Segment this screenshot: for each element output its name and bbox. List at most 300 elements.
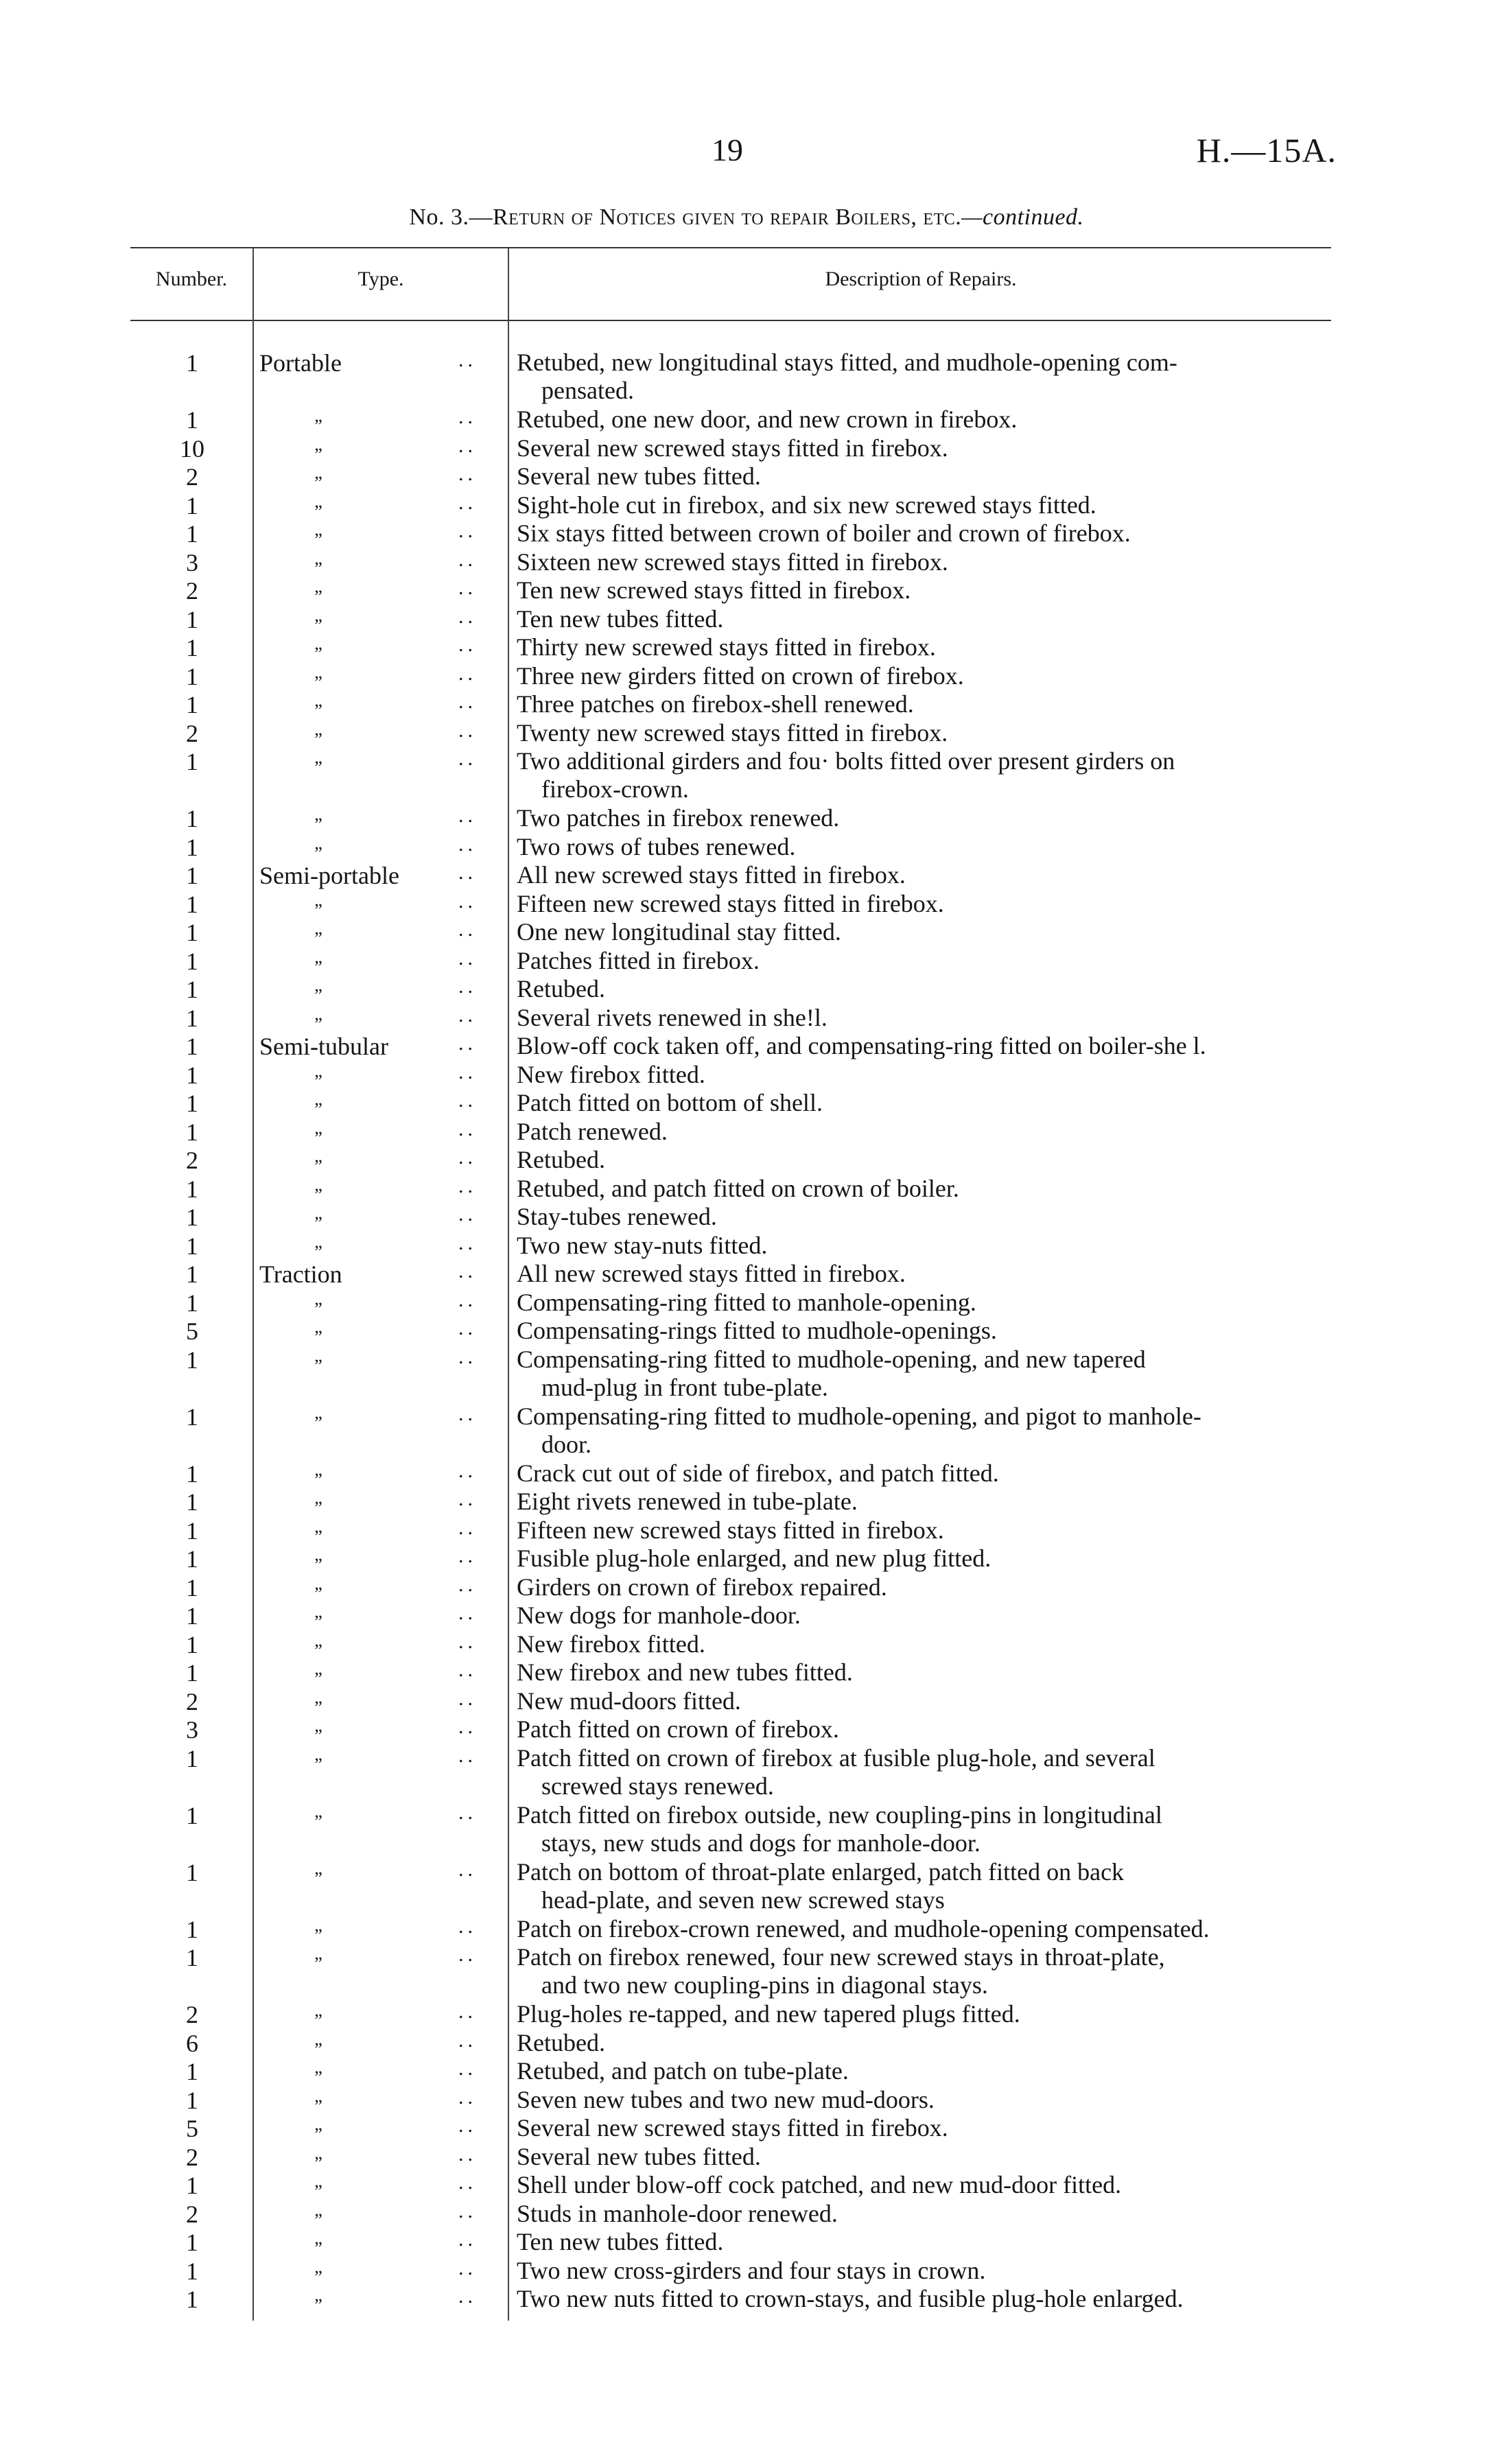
row-number: 1 xyxy=(186,976,198,1003)
table-row xyxy=(0,434,1491,463)
row-leader-dots: .. xyxy=(458,1687,477,1710)
description-line: Several new tubes fitted. xyxy=(517,2142,761,2170)
table-row xyxy=(0,918,1491,947)
table-row xyxy=(0,1203,1491,1232)
column-header-number: Number. xyxy=(155,268,228,290)
table-row xyxy=(0,804,1491,833)
row-number: 1 xyxy=(186,605,198,633)
row-number: 1 xyxy=(186,1090,198,1117)
row-type: „ xyxy=(314,2285,324,2305)
table-row xyxy=(0,1744,1491,1801)
description-line: Twenty new screwed stays fitted in firebox. xyxy=(517,718,948,747)
table-row xyxy=(0,890,1491,919)
row-number: 1 xyxy=(186,1915,198,1943)
table-row xyxy=(0,1232,1491,1260)
description-line: Two additional girders and fou· bolts fitted over present girders on xyxy=(517,747,1175,775)
description-line: Sight-hole cut in firebox, and six new screwed stays fitted. xyxy=(517,491,1096,519)
description-line: Patch fitted on firebox outside, new coupling-pins in longitudinal xyxy=(517,1800,1162,1829)
description-line: Retubed. xyxy=(517,2028,605,2056)
description-line: New dogs for manhole-door. xyxy=(517,1601,801,1629)
row-leader-dots: .. xyxy=(458,1488,477,1510)
column-header-type: Type. xyxy=(357,268,404,290)
description-line: firebox-crown. xyxy=(541,775,689,803)
row-leader-dots: .. xyxy=(458,434,477,457)
row-number: 1 xyxy=(186,634,198,661)
row-type: „ xyxy=(314,1089,324,1109)
row-leader-dots: .. xyxy=(458,661,477,685)
description-line: Girders on crown of firebox repaired. xyxy=(517,1573,887,1601)
row-description xyxy=(517,2114,1335,2142)
description-line: One new longitudinal stay fitted. xyxy=(517,918,841,946)
row-leader-dots: .. xyxy=(458,2199,477,2222)
description-line: Plug-holes re-tapped, and new tapered plugs fitted. xyxy=(517,2000,1020,2028)
row-type: „ xyxy=(314,1857,324,1878)
row-description xyxy=(517,1488,1335,1516)
row-description xyxy=(517,1915,1335,1943)
row-description xyxy=(517,2143,1335,2171)
description-line: screwed stays renewed. xyxy=(541,1772,774,1800)
table-row xyxy=(0,662,1491,691)
row-leader-dots: .. xyxy=(458,605,477,628)
row-description xyxy=(517,1573,1335,1601)
table-row xyxy=(0,2086,1491,2115)
table-row xyxy=(0,406,1491,434)
row-number: 2 xyxy=(186,2001,198,2028)
row-leader-dots: .. xyxy=(458,2285,477,2308)
row-leader-dots: .. xyxy=(458,2114,477,2137)
row-number: 1 xyxy=(186,947,198,975)
row-number: 1 xyxy=(186,1204,198,1231)
row-number: 1 xyxy=(186,1630,198,1658)
row-leader-dots: .. xyxy=(458,1288,477,1311)
table-row xyxy=(0,1459,1491,1488)
table-row xyxy=(0,1175,1491,1204)
row-description xyxy=(517,1516,1335,1545)
row-description xyxy=(517,975,1335,1003)
table-row xyxy=(0,690,1491,719)
row-description xyxy=(517,1175,1335,1203)
row-number: 1 xyxy=(186,1232,198,1260)
row-description xyxy=(517,633,1335,661)
row-number: 1 xyxy=(186,1118,198,1146)
description-line: Compensating-ring fitted to mudhole-opening, and new tapered xyxy=(517,1345,1146,1373)
table-row xyxy=(0,947,1491,976)
row-number: 1 xyxy=(186,805,198,832)
row-number: 1 xyxy=(186,1858,198,1886)
description-line: Patch on bottom of throat-plate enlarged, patch fitted on back xyxy=(517,1857,1125,1886)
row-type: „ xyxy=(314,1345,324,1365)
row-type: „ xyxy=(314,1288,324,1309)
description-line: Retubed. xyxy=(517,1146,605,1173)
row-leader-dots: .. xyxy=(458,918,477,941)
table-row xyxy=(0,633,1491,662)
table-row xyxy=(0,1601,1491,1630)
row-type: „ xyxy=(314,690,324,710)
table-row xyxy=(0,1630,1491,1659)
row-description xyxy=(517,576,1335,605)
row-description xyxy=(517,1630,1335,1658)
row-type: „ xyxy=(314,975,324,995)
row-description xyxy=(517,1744,1335,1800)
description-line: Fusible plug-hole enlarged, and new plug fitted. xyxy=(517,1545,991,1572)
row-leader-dots: .. xyxy=(458,2028,477,2052)
row-leader-dots: .. xyxy=(458,406,477,428)
row-number: 1 xyxy=(186,862,198,889)
row-number: 1 xyxy=(186,2058,198,2085)
row-leader-dots: .. xyxy=(458,1459,477,1482)
description-line: pensated. xyxy=(541,377,634,404)
row-leader-dots: .. xyxy=(458,1402,477,1425)
row-type: „ xyxy=(314,1146,324,1166)
row-leader-dots: .. xyxy=(458,861,477,884)
row-number: 1 xyxy=(186,1516,198,1545)
table-row xyxy=(0,2057,1491,2086)
row-number: 1 xyxy=(186,1033,198,1060)
description-line: Compensating-ring fitted to mudhole-opening, and pigot to manhole- xyxy=(517,1402,1201,1430)
row-description xyxy=(517,1118,1335,1146)
row-leader-dots: .. xyxy=(458,1601,477,1624)
row-leader-dots: .. xyxy=(458,2142,477,2166)
row-type: „ xyxy=(314,1658,324,1678)
row-number: 1 xyxy=(186,2286,198,2313)
table-row xyxy=(0,833,1491,862)
row-type: „ xyxy=(314,2114,324,2134)
row-description xyxy=(517,349,1335,405)
row-description xyxy=(517,491,1335,519)
row-number: 1 xyxy=(186,919,198,946)
row-leader-dots: .. xyxy=(458,889,477,913)
table-row xyxy=(0,1403,1491,1459)
row-type: „ xyxy=(314,2171,324,2191)
row-leader-dots: .. xyxy=(458,1744,477,1767)
description-line: Compensating-ring fitted to manhole-opening. xyxy=(517,1288,976,1316)
row-leader-dots: .. xyxy=(458,1914,477,1938)
row-leader-dots: .. xyxy=(458,1573,477,1596)
row-number: 2 xyxy=(186,463,198,491)
description-line: Retubed, and patch on tube-plate. xyxy=(517,2057,849,2085)
row-type: Portable xyxy=(259,349,342,377)
row-description xyxy=(517,1858,1335,1914)
table-row xyxy=(0,576,1491,605)
row-number: 1 xyxy=(186,406,198,434)
row-type: „ xyxy=(314,1630,324,1650)
row-type: „ xyxy=(314,576,324,596)
row-description xyxy=(517,1146,1335,1174)
description-line: Patch fitted on bottom of shell. xyxy=(517,1089,823,1116)
row-type: „ xyxy=(314,1715,324,1735)
table-row xyxy=(0,548,1491,577)
description-line: Patch renewed. xyxy=(517,1117,668,1145)
row-type: „ xyxy=(314,1003,324,1024)
row-type: „ xyxy=(314,1459,324,1479)
row-leader-dots: .. xyxy=(458,804,477,827)
table-row xyxy=(0,2171,1491,2200)
table-row xyxy=(0,1146,1491,1175)
table-row xyxy=(0,747,1491,804)
row-number: 1 xyxy=(186,349,198,377)
row-leader-dots: .. xyxy=(458,349,477,371)
description-line: Several new screwed stays fitted in firebox. xyxy=(517,2114,948,2142)
table-row xyxy=(0,1687,1491,1716)
table-row xyxy=(0,1488,1491,1516)
row-description xyxy=(517,1943,1335,1999)
row-number: 1 xyxy=(186,1488,198,1516)
row-type: „ xyxy=(314,1117,324,1138)
description-line: and two new coupling-pins in diagonal stays. xyxy=(541,1971,988,1999)
row-number: 2 xyxy=(186,1687,198,1715)
description-line: Three patches on firebox-shell renewed. xyxy=(517,690,914,718)
description-line: Fifteen new screwed stays fitted in firebox. xyxy=(517,889,944,917)
row-description xyxy=(517,747,1335,803)
row-number: 1 xyxy=(186,491,198,519)
header-top-rule xyxy=(130,247,1331,248)
row-description xyxy=(517,719,1335,747)
description-line: stays, new studs and dogs for manhole-door. xyxy=(541,1829,981,1857)
row-number: 1 xyxy=(186,520,198,548)
row-description xyxy=(517,1403,1335,1459)
row-number: 1 xyxy=(186,2172,198,2199)
document-reference: H.—15A. xyxy=(1196,131,1337,169)
row-leader-dots: .. xyxy=(458,1857,477,1881)
row-description xyxy=(517,1346,1335,1402)
row-type: „ xyxy=(314,1203,324,1223)
row-number: 1 xyxy=(186,1175,198,1203)
table-title-main: Return of Notices given to repair Boilers, etc. xyxy=(492,204,962,230)
row-leader-dots: .. xyxy=(458,832,477,856)
description-line: Two rows of tubes renewed. xyxy=(517,832,796,860)
table-title-prefix: No. 3.— xyxy=(409,204,493,230)
row-description xyxy=(517,2285,1335,2313)
table-row xyxy=(0,1004,1491,1033)
description-line: Two patches in firebox renewed. xyxy=(517,804,840,832)
row-leader-dots: .. xyxy=(458,1231,477,1254)
description-line: Compensating-rings fitted to mudhole-openings. xyxy=(517,1317,997,1344)
row-leader-dots: .. xyxy=(458,2256,477,2279)
row-leader-dots: .. xyxy=(458,2000,477,2023)
row-type: „ xyxy=(314,2256,324,2277)
row-type: „ xyxy=(314,2228,324,2248)
row-number: 2 xyxy=(186,719,198,747)
row-leader-dots: .. xyxy=(458,2171,477,2194)
row-number: 1 xyxy=(186,1573,198,1601)
description-line: Two new nuts fitted to crown-stays, and fusible plug-hole enlarged. xyxy=(517,2285,1184,2312)
row-leader-dots: .. xyxy=(458,1260,477,1282)
row-number: 2 xyxy=(186,1147,198,1174)
row-leader-dots: .. xyxy=(458,2085,477,2109)
row-number: 2 xyxy=(186,2200,198,2228)
description-line: head-plate, and seven new screwed stays xyxy=(541,1886,945,1914)
row-description xyxy=(517,1687,1335,1715)
row-number: 1 xyxy=(186,1801,198,1829)
row-leader-dots: .. xyxy=(458,1345,477,1368)
row-number: 1 xyxy=(186,662,198,690)
row-description xyxy=(517,2000,1335,2028)
table-row xyxy=(0,2029,1491,2058)
table-row xyxy=(0,2143,1491,2172)
row-type: „ xyxy=(314,918,324,938)
table-row xyxy=(0,975,1491,1004)
row-number: 3 xyxy=(186,1716,198,1744)
row-leader-dots: .. xyxy=(458,491,477,514)
row-leader-dots: .. xyxy=(458,718,477,742)
table-body xyxy=(0,349,1491,2314)
description-line: New firebox fitted. xyxy=(517,1630,705,1658)
row-leader-dots: .. xyxy=(458,1117,477,1140)
description-line: Three new girders fitted on crown of firebox. xyxy=(517,661,964,690)
row-leader-dots: .. xyxy=(458,2057,477,2080)
row-type: „ xyxy=(314,1545,324,1564)
description-line: mud-plug in front tube-plate. xyxy=(541,1373,828,1401)
row-number: 1 xyxy=(186,1659,198,1687)
table-row xyxy=(0,1346,1491,1403)
description-line: Shell under blow-off cock patched, and new mud-door fitted. xyxy=(517,2171,1122,2198)
row-type: „ xyxy=(314,2085,324,2106)
row-type: „ xyxy=(314,406,324,425)
row-number: 6 xyxy=(186,2029,198,2057)
table-row xyxy=(0,349,1491,406)
row-number: 1 xyxy=(186,1289,198,1317)
description-line: Eight rivets renewed in tube-plate. xyxy=(517,1488,858,1515)
description-line: Several new tubes fitted. xyxy=(517,462,761,490)
row-description xyxy=(517,1545,1335,1573)
table-row xyxy=(0,1943,1491,2000)
row-leader-dots: .. xyxy=(458,1317,477,1339)
description-line: Patch on firebox renewed, four new screwed stays in throat-plate, xyxy=(517,1943,1165,1971)
row-number: 2 xyxy=(186,577,198,605)
description-line: Patch fitted on crown of firebox. xyxy=(517,1715,839,1743)
row-number: 1 xyxy=(186,691,198,718)
table-row xyxy=(0,1801,1491,1858)
description-line: Retubed, one new door, and new crown in firebox. xyxy=(517,406,1018,433)
row-leader-dots: .. xyxy=(458,1630,477,1653)
row-description xyxy=(517,1232,1335,1260)
row-number: 1 xyxy=(186,2229,198,2256)
description-line: Several new screwed stays fitted in firebox. xyxy=(517,434,948,462)
row-number: 1 xyxy=(186,1346,198,1374)
row-type: „ xyxy=(314,462,324,482)
row-description xyxy=(517,1317,1335,1345)
row-leader-dots: .. xyxy=(458,548,477,571)
row-number: 5 xyxy=(186,1317,198,1345)
row-leader-dots: .. xyxy=(458,1203,477,1225)
row-leader-dots: .. xyxy=(458,1032,477,1055)
row-leader-dots: .. xyxy=(458,576,477,599)
row-type: „ xyxy=(314,1516,324,1536)
description-line: Patch on firebox-crown renewed, and mudhole-opening compensated. xyxy=(517,1914,1210,1943)
table-title-suffix: —continued. xyxy=(961,204,1084,230)
table-row xyxy=(0,1061,1491,1090)
row-description xyxy=(517,833,1335,861)
row-type: „ xyxy=(314,661,324,682)
row-leader-dots: .. xyxy=(458,1089,477,1112)
row-leader-dots: .. xyxy=(458,946,477,970)
row-type: „ xyxy=(314,2142,324,2163)
row-type: „ xyxy=(314,1687,324,1707)
row-type: „ xyxy=(314,1943,324,1963)
description-line: Thirty new screwed stays fitted in firebox. xyxy=(517,633,936,661)
row-number: 1 xyxy=(186,2257,198,2285)
row-type: „ xyxy=(314,491,324,511)
row-number: 2 xyxy=(186,2143,198,2171)
table-row xyxy=(0,1032,1491,1061)
table-row xyxy=(0,2200,1491,2229)
row-leader-dots: .. xyxy=(458,1658,477,1681)
row-number: 1 xyxy=(186,2086,198,2114)
description-line: Ten new tubes fitted. xyxy=(517,605,724,633)
row-type: „ xyxy=(314,434,324,454)
row-leader-dots: .. xyxy=(458,1545,477,1567)
row-leader-dots: .. xyxy=(458,975,477,998)
row-type: „ xyxy=(314,2000,324,2020)
row-number: 1 xyxy=(186,1004,198,1032)
row-type: „ xyxy=(314,804,324,824)
table-row xyxy=(0,1573,1491,1602)
row-description xyxy=(517,1601,1335,1630)
row-description xyxy=(517,2029,1335,2057)
table-row xyxy=(0,861,1491,890)
row-type: „ xyxy=(314,2028,324,2049)
row-leader-dots: .. xyxy=(458,519,477,542)
row-number: 1 xyxy=(186,1260,198,1288)
row-type: „ xyxy=(314,519,324,539)
row-type: „ xyxy=(314,1601,324,1621)
row-number: 1 xyxy=(186,1602,198,1630)
description-line: Fifteen new screwed stays fitted in firebox. xyxy=(517,1516,944,1544)
description-line: Retubed, new longitudinal stays fitted, and mudhole-opening com- xyxy=(517,349,1177,376)
row-type: „ xyxy=(314,1488,324,1507)
row-type: „ xyxy=(314,718,324,739)
table-row xyxy=(0,605,1491,634)
row-type: „ xyxy=(314,1402,324,1422)
table-row xyxy=(0,1658,1491,1687)
row-description xyxy=(517,1260,1335,1288)
table-row xyxy=(0,2257,1491,2286)
description-line: Ten new tubes fitted. xyxy=(517,2228,724,2255)
row-description xyxy=(517,947,1335,975)
table-row xyxy=(0,462,1491,491)
row-description xyxy=(517,2257,1335,2285)
row-type: „ xyxy=(314,2057,324,2077)
description-line: All new screwed stays fitted in firebox. xyxy=(517,1260,906,1287)
row-type: „ xyxy=(314,1800,324,1821)
row-description xyxy=(517,2086,1335,2114)
row-description xyxy=(517,918,1335,946)
row-type: „ xyxy=(314,633,324,653)
description-line: Seven new tubes and two new mud-doors. xyxy=(517,2085,935,2113)
row-description xyxy=(517,1061,1335,1089)
table-title xyxy=(129,204,1364,231)
row-type: Traction xyxy=(259,1260,342,1288)
row-description xyxy=(517,1801,1335,1857)
row-description xyxy=(517,548,1335,576)
row-type: „ xyxy=(314,1174,324,1195)
row-leader-dots: .. xyxy=(458,462,477,485)
row-type: „ xyxy=(314,1231,324,1252)
row-leader-dots: .. xyxy=(458,2228,477,2251)
row-leader-dots: .. xyxy=(458,690,477,713)
row-description xyxy=(517,662,1335,690)
row-number: 1 xyxy=(186,890,198,918)
description-line: Retubed. xyxy=(517,975,605,1002)
table-row xyxy=(0,1715,1491,1744)
table-row xyxy=(0,1858,1491,1915)
row-leader-dots: .. xyxy=(458,1146,477,1169)
row-type: „ xyxy=(314,1317,324,1337)
row-leader-dots: .. xyxy=(458,1174,477,1197)
row-number: 1 xyxy=(186,1744,198,1772)
row-type: „ xyxy=(314,548,324,568)
row-number: 10 xyxy=(180,434,204,462)
